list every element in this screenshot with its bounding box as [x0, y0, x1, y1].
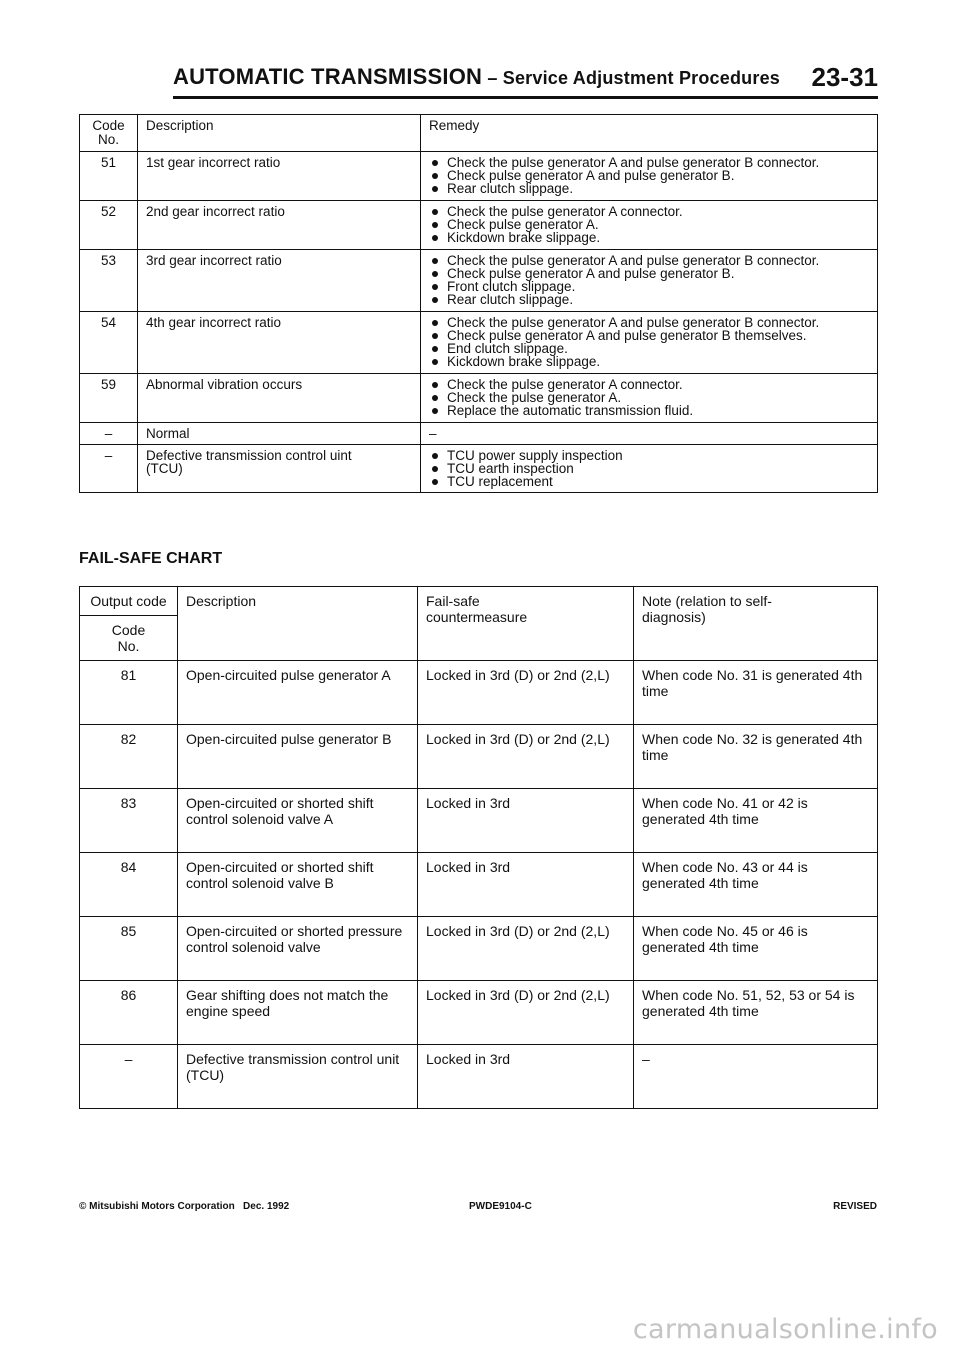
note-cell: When code No. 51, 52, 53 or 54 is generated 4th time	[634, 981, 878, 1045]
countermeasure-cell: Locked in 3rd (D) or 2nd (2,L)	[418, 725, 634, 789]
table-row	[80, 152, 878, 201]
footer-copyright-block	[79, 1201, 289, 1212]
countermeasure-cell: Locked in 3rd	[418, 789, 634, 853]
remedy-list	[429, 449, 869, 488]
code-cell: –	[80, 1045, 178, 1109]
column-header-code: Code No.	[80, 115, 138, 152]
description-cell: 1st gear incorrect ratio	[138, 152, 421, 201]
note-cell: When code No. 32 is generated 4th time	[634, 725, 878, 789]
column-header-remedy: Remedy	[421, 115, 878, 152]
table-header-row	[80, 587, 878, 616]
note-cell: When code No. 45 or 46 is generated 4th time	[634, 917, 878, 981]
remedy-cell	[421, 152, 878, 201]
description-cell: Open-circuited or shorted shift control solenoid valve B	[178, 853, 418, 917]
column-header-description: Description	[138, 115, 421, 152]
table-header-row	[80, 115, 878, 152]
description-cell: 4th gear incorrect ratio	[138, 312, 421, 374]
description-cell: Gear shifting does not match the engine speed	[178, 981, 418, 1045]
list-item: Check the pulse generator A connector.	[429, 378, 869, 391]
code-cell: 84	[80, 853, 178, 917]
description-cell: Defective transmission control uint (TCU)	[138, 445, 421, 493]
countermeasure-cell: Locked in 3rd (D) or 2nd (2,L)	[418, 661, 634, 725]
description-cell: Open-circuited pulse generator B	[178, 725, 418, 789]
list-item: Kickdown brake slippage.	[429, 355, 869, 368]
note-cell: When code No. 43 or 44 is generated 4th time	[634, 853, 878, 917]
remedy-cell	[421, 312, 878, 374]
list-item: TCU replacement	[429, 475, 869, 488]
description-cell: Defective transmission control unit (TCU)	[178, 1045, 418, 1109]
code-cell: 59	[80, 374, 138, 423]
table-row	[80, 661, 878, 725]
list-item: End clutch slippage.	[429, 342, 869, 355]
code-cell: 81	[80, 661, 178, 725]
page-number: 23-31	[811, 62, 878, 92]
code-cell: 82	[80, 725, 178, 789]
list-item: Check pulse generator A and pulse generator B themselves.	[429, 329, 869, 342]
table-row	[80, 374, 878, 423]
table-row	[80, 917, 878, 981]
column-header-description: Description	[178, 587, 418, 661]
footer-date: Dec. 1992	[243, 1201, 290, 1212]
description-cell: 3rd gear incorrect ratio	[138, 250, 421, 312]
code-cell: 51	[80, 152, 138, 201]
footer-status: REVISED	[833, 1201, 877, 1212]
page-footer	[79, 1201, 877, 1215]
countermeasure-cell: Locked in 3rd	[418, 1045, 634, 1109]
countermeasure-cell: Locked in 3rd (D) or 2nd (2,L)	[418, 981, 634, 1045]
table-row	[80, 445, 878, 493]
code-cell: 85	[80, 917, 178, 981]
code-cell: 83	[80, 789, 178, 853]
countermeasure-cell: Locked in 3rd (D) or 2nd (2,L)	[418, 917, 634, 981]
table-row	[80, 312, 878, 374]
list-item: Check the pulse generator A and pulse generator B connector.	[429, 254, 869, 267]
description-cell: Open-circuited pulse generator A	[178, 661, 418, 725]
list-item: TCU power supply inspection	[429, 449, 869, 462]
note-cell: When code No. 41 or 42 is generated 4th time	[634, 789, 878, 853]
header-subtitle: Service Adjustment Procedures	[502, 68, 780, 88]
code-cell: 54	[80, 312, 138, 374]
list-item: Replace the automatic transmission fluid.	[429, 404, 869, 417]
description-cell: 2nd gear incorrect ratio	[138, 201, 421, 250]
footer-copyright: © Mitsubishi Motors Corporation	[79, 1201, 235, 1212]
countermeasure-cell: Locked in 3rd	[418, 853, 634, 917]
list-item: Front clutch slippage.	[429, 280, 869, 293]
list-item: Check the pulse generator A and pulse generator B connector.	[429, 156, 869, 169]
code-cell: 53	[80, 250, 138, 312]
table-row	[80, 1045, 878, 1109]
list-item: Check pulse generator A and pulse generator B.	[429, 267, 869, 280]
fail-safe-chart-title: FAIL-SAFE CHART	[79, 550, 223, 567]
remedy-list	[429, 316, 869, 368]
remedy-cell	[421, 201, 878, 250]
column-header-code-no: Code No.	[80, 616, 178, 661]
list-item: Rear clutch slippage.	[429, 182, 869, 195]
note-cell: When code No. 31 is generated 4th time	[634, 661, 878, 725]
list-item: Check pulse generator A.	[429, 218, 869, 231]
remedy-cell	[421, 445, 878, 493]
header-dash: –	[482, 68, 503, 88]
table-row	[80, 250, 878, 312]
table-row	[80, 853, 878, 917]
description-cell: Abnormal vibration occurs	[138, 374, 421, 423]
remedy-cell: –	[421, 423, 878, 445]
table-row	[80, 981, 878, 1045]
code-cell: –	[80, 445, 138, 493]
column-header-countermeasure: Fail-safe countermeasure	[418, 587, 634, 661]
remedy-cell	[421, 250, 878, 312]
description-cell: Open-circuited or shorted shift control solenoid valve A	[178, 789, 418, 853]
page-header	[173, 62, 878, 99]
remedy-list	[429, 378, 869, 417]
remedy-list	[429, 205, 869, 244]
list-item: Rear clutch slippage.	[429, 293, 869, 306]
list-item: Check pulse generator A and pulse generator B.	[429, 169, 869, 182]
watermark: carmanualsonline.info	[632, 1314, 938, 1345]
description-cell: Normal	[138, 423, 421, 445]
code-cell: –	[80, 423, 138, 445]
code-cell: 86	[80, 981, 178, 1045]
note-cell: –	[634, 1045, 878, 1109]
list-item: TCU earth inspection	[429, 462, 869, 475]
footer-doc-id: PWDE9104-C	[469, 1201, 532, 1212]
list-item: Check the pulse generator A and pulse generator B connector.	[429, 316, 869, 329]
list-item: Check the pulse generator A.	[429, 391, 869, 404]
remedy-cell	[421, 374, 878, 423]
diagnosis-table	[79, 114, 878, 493]
table-row	[80, 789, 878, 853]
remedy-list	[429, 156, 869, 195]
remedy-list	[429, 254, 869, 306]
table-row	[80, 423, 878, 445]
list-item: Kickdown brake slippage.	[429, 231, 869, 244]
header-title-main: AUTOMATIC TRANSMISSION	[173, 64, 483, 89]
header-title	[173, 64, 780, 90]
table-row	[80, 725, 878, 789]
column-header-output-code: Output code	[80, 587, 178, 616]
table-row	[80, 201, 878, 250]
description-cell: Open-circuited or shorted pressure control solenoid valve	[178, 917, 418, 981]
column-header-note: Note (relation to self-diagnosis)	[634, 587, 878, 661]
code-cell: 52	[80, 201, 138, 250]
fail-safe-table	[79, 586, 878, 1109]
list-item: Check the pulse generator A connector.	[429, 205, 869, 218]
